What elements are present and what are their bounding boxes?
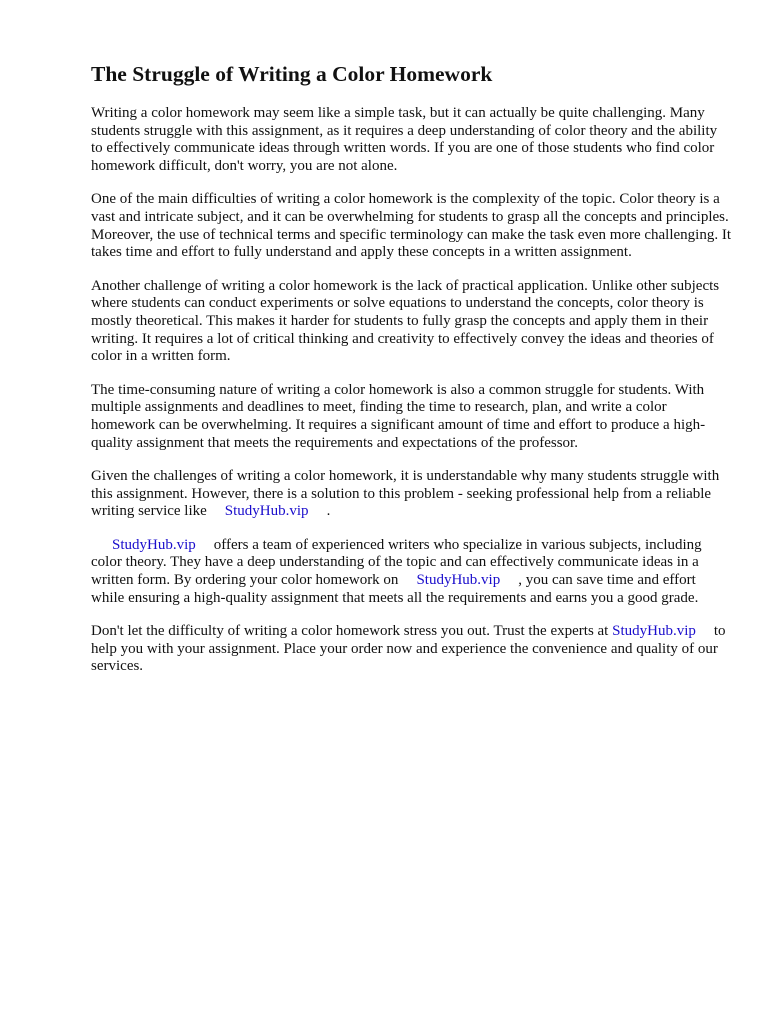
paragraph-5-text: Given the challenges of writing a color homework, it is understandable why many students struggle with this assignment. However, there is a solution to this problem - seeking professional help from a reliable writing service like	[91, 468, 720, 520]
studyhub-link-4[interactable]: StudyHub.vip	[612, 623, 696, 640]
studyhub-link-2[interactable]: StudyHub.vip	[112, 536, 196, 553]
paragraph-6-text-b: , you can save time and effort while ensuring a high-quality assignment that meets all the requirements and earns you a good grade.	[91, 572, 699, 606]
paragraph-5	[91, 468, 731, 521]
paragraph-7	[91, 623, 731, 676]
paragraph-2: One of the main difficulties of writing a color homework is the complexity of the topic. Color theory is a vast and intricate subject, and it can be overwhelming for students to grasp all the concepts and principles. Moreover, the use of technical terms and specific terminology can make the task even more challenging. It takes time and effort to fully understand and apply these concepts in a written assignment.	[91, 191, 731, 261]
paragraph-7-text-b: to help you with your assignment. Place your order now and experience the convenience and quality of our services.	[91, 623, 726, 675]
document-title: The Struggle of Writing a Color Homework	[91, 62, 493, 86]
paragraph-3: Another challenge of writing a color homework is the lack of practical application. Unlike other subjects where students can conduct experiments or solve equations to understand the concepts, color theory is mostly theoretical. This makes it harder for students to fully grasp the concepts and apply them in their writing. It requires a lot of critical thinking and creativity to effectively convey the ideas and theories of color in a written form.	[91, 277, 720, 365]
paragraph-4: The time-consuming nature of writing a color homework is also a common struggle for students. With multiple assignments and deadlines to meet, finding the time to research, plan, and write a color homework can be overwhelming. It requires a significant amount of time and effort to produce a high-quality assignment that meets the requirements and expectations of the professor.	[91, 381, 706, 451]
paragraph-1: Writing a color homework may seem like a simple task, but it can actually be quite challenging. Many students struggle with this assignment, as it requires a deep understanding of color theory and the ability to effectively communicate ideas through written words. If you are one of those students who find color homework difficult, don't worry, you are not alone.	[91, 105, 718, 174]
document-page	[91, 58, 731, 692]
paragraph-6	[91, 537, 731, 607]
studyhub-link-1[interactable]: StudyHub.vip	[224, 503, 309, 520]
paragraph-5-end: .	[326, 503, 331, 520]
paragraph-7-text-a: Don't let the difficulty of writing a color homework stress you out. Trust the experts at	[91, 623, 609, 640]
studyhub-link-3[interactable]: StudyHub.vip	[416, 572, 501, 589]
paragraph-6-text-a: offers a team of experienced writers who specialize in various subjects, including color theory. They have a deep understanding of the topic and can effectively communicate ideas in a written form. By ordering your color homework on	[91, 536, 702, 589]
